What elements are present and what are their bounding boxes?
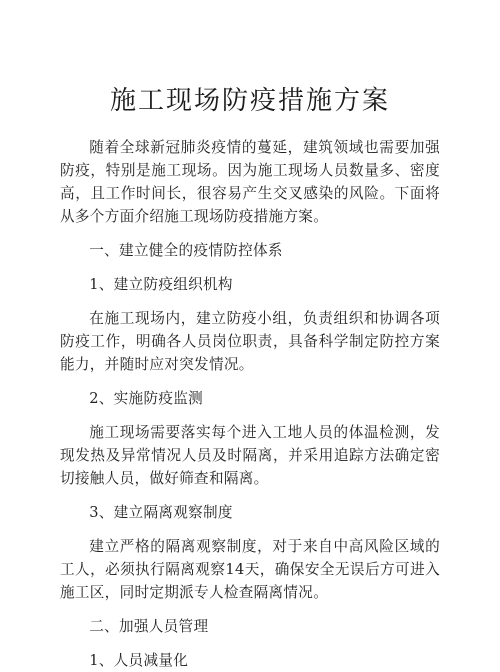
- paragraph-1-2: 施工现场需要落实每个进入工地人员的体温检测，发现发热及异常情况人员及时隔离，并采用追踪方法确定密切接触人员，做好筛查和隔离。: [60, 424, 440, 487]
- paragraph-1-3: 建立严格的隔离观察制度，对于来自中高风险区域的工人，必须执行隔离观察14天，确保安全无误后方可进入施工区，同时定期派专人检查隔离情况。: [60, 538, 440, 601]
- subsection-heading-1-2: 2、实施防疫监测: [89, 390, 204, 407]
- subsection-heading-1-3: 3、建立隔离观察制度: [89, 504, 233, 521]
- document-title: 施工现场防疫措施方案: [109, 86, 390, 116]
- section-heading-1: 一、建立健全的疫情防控体系: [89, 242, 283, 259]
- subsection-heading-1-1: 1、建立防疫组织机构: [89, 276, 233, 293]
- subsection-heading-2-1: 1、人员减量化: [89, 652, 189, 669]
- section-heading-2: 二、加强人员管理: [89, 618, 209, 635]
- intro-paragraph: 随着全球新冠肺炎疫情的蔓延，建筑领域也需要加强防疫，特别是施工现场。因为施工现场人员数量多、密度高，且工作时间长，很容易产生交叉感染的风险。下面将从多个方面介绍施工现场防疫措施方案。: [60, 139, 440, 225]
- paragraph-1-1: 在施工现场内，建立防疫小组，负责组织和协调各项防疫工作，明确各人员岗位职责，具备科学制定防控方案能力，并随时应对突发情况。: [60, 310, 440, 373]
